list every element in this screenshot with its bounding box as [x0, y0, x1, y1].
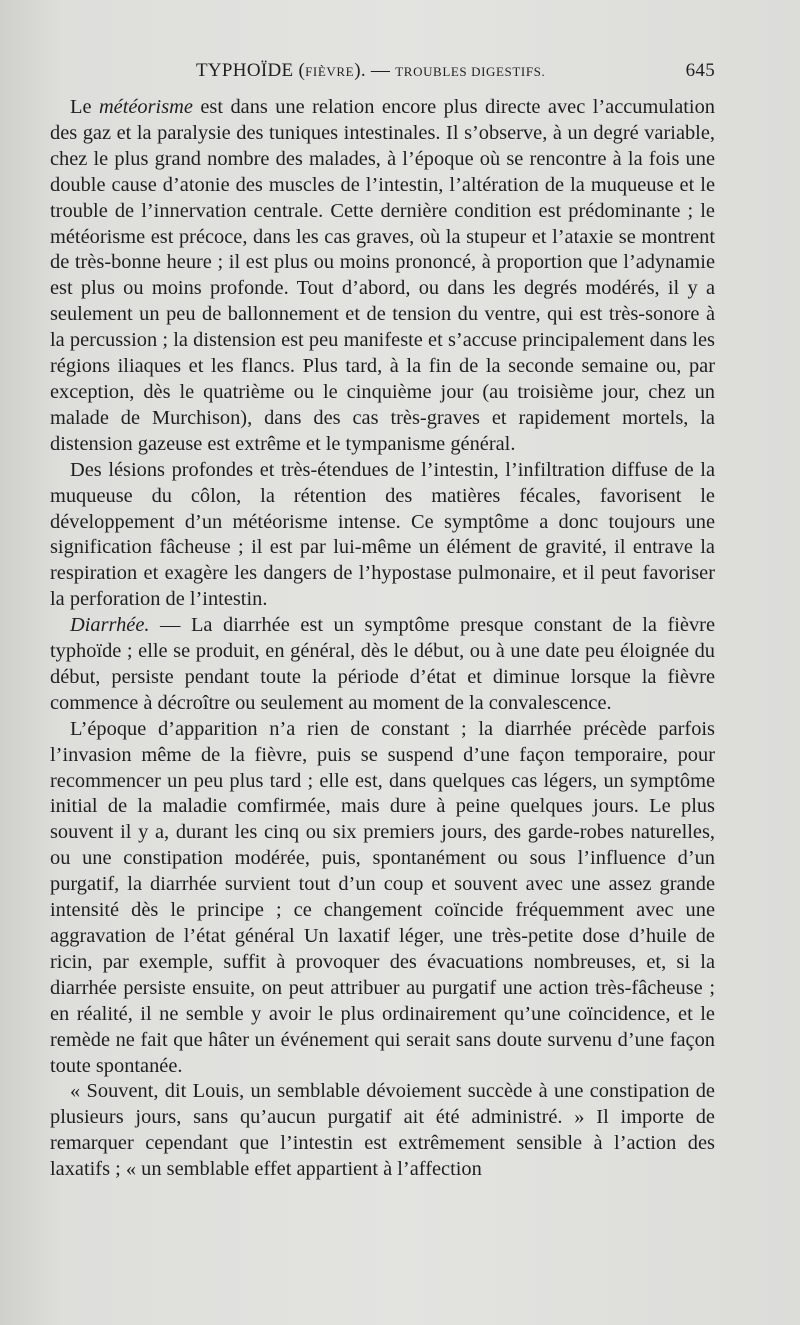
title-prefix: TYPHOÏDE (: [196, 60, 306, 81]
paragraph-text: est dans une relation encore plus directe avec l’accumulation des gaz et la paralysie des tuniques intestinales. Il s’observe, à un degré variable, chez le plus grand nombre des malades, à l’époque où se rencontre à la fois une double cause d’atonie des muscles de l’intestin, l’altération de la muqueuse et le trouble de l’innervation centrale. Cette dernière condition est prédominante ; le météorisme est précoce, dans les cas graves, où la stupeur et l’ataxie se montrent de très-bonne heure ; il est plus ou moins prononcé, à proportion que l’adynamie est plus ou moins profonde. Tout d’abord, ou dans les degrés modérés, il y a seulement un peu de ballonnement et de tension du ventre, qui est très-sonore à la percussion ; la distension est peu manifeste et s’accuse principalement dans les régions iliaques et les flancs. Plus tard, à la fin de la seconde semaine ou, par exception, dès le quatrième ou le cinquième jour (au troisième jour, chez un malade de Murchison), dans des cas très-graves et rapidement mortels, la distension gazeuse est extrême et le tympanisme général.: [50, 96, 715, 455]
paragraph-lesions: [50, 458, 715, 613]
paragraph-text: — La diarrhée est un symptôme presque constant de la fièvre typhoïde ; elle se produit, en général, dès le début, ou à une date peu éloignée du début, persiste pendant toute la période d’état et diminue lorsque la fièvre commence à décroître ou seulement au moment de la convalescence.: [50, 614, 715, 714]
paragraph-epoque: [50, 717, 715, 1080]
paragraph-text: « Souvent, dit Louis, un semblable dévoiement succède à une constipation de plusieurs jours, sans qu’aucun purgatif ait été administré. » Il importe de remarquer cependant que l’intestin est extrêmement sensible à l’action des laxatifs ; « un semblable effet appartient à l’affection: [50, 1080, 715, 1181]
paragraph-diarrhee: [50, 613, 715, 717]
title-small-caps: FIÈVRE: [305, 64, 355, 79]
term-diarrhee: Diarrhée.: [70, 614, 150, 637]
section-title: TROUBLES DIGESTIFS.: [395, 64, 546, 79]
paragraph-louis-quote: [50, 1079, 715, 1183]
term-meteorisme: météorisme: [98, 96, 193, 118]
paragraph-lead: Le: [70, 96, 99, 118]
running-head: [50, 60, 715, 88]
paragraph-text: L’époque d’apparition n’a rien de constant ; la diarrhée précède parfois l’invasion même de la fièvre, puis se suspend d’une façon temporaire, pour recommencer un peu plus tard ; elle est, dans quelques cas légers, un symptôme initial de la maladie comfirmée, mais dure à peine quelques jours. Le plus souvent il y a, durant les cinq ou six premiers jours, des garde-robes naturelles, ou une constipation modérée, puis, spontanément ou sous l’influence d’un purgatif, la diarrhée survient tout d’un coup et souvent avec une assez grande intensité dès le principe ; ce changement coïncide fréquemment avec une aggravation de l’état général Un laxatif léger, une très-petite dose d’huile de ricin, par exemple, suffit à provoquer des évacuations nombreuses, et, si la diarrhée persiste ensuite, on peut attribuer au purgatif une action très-fâcheuse ; en réalité, il ne semble y avoir le plus ordinairement qu’une coïncidence, et le remède ne fait que hâter un événement qui serait sans doute survenu d’une façon toute spontanée.: [50, 717, 715, 1077]
body-text: [50, 95, 715, 1183]
page-number: 645: [685, 60, 715, 81]
running-title: [196, 60, 545, 82]
paragraph-text: Des lésions profondes et très-étendues de l’intestin, l’infiltration diffuse de la muqueuse du côlon, la rétention des matières fécales, favorisent le développement d’un météorisme intense. Ce symptôme a donc toujours une signification fâcheuse ; il est par lui-même un élément de gravité, il entrave la respiration et exagère les dangers de l’hypostase pulmonaire, et il peut favoriser la perforation de l’intestin.: [50, 458, 715, 611]
paragraph-meteorisme: [50, 95, 715, 458]
title-separator: ). —: [354, 60, 396, 81]
